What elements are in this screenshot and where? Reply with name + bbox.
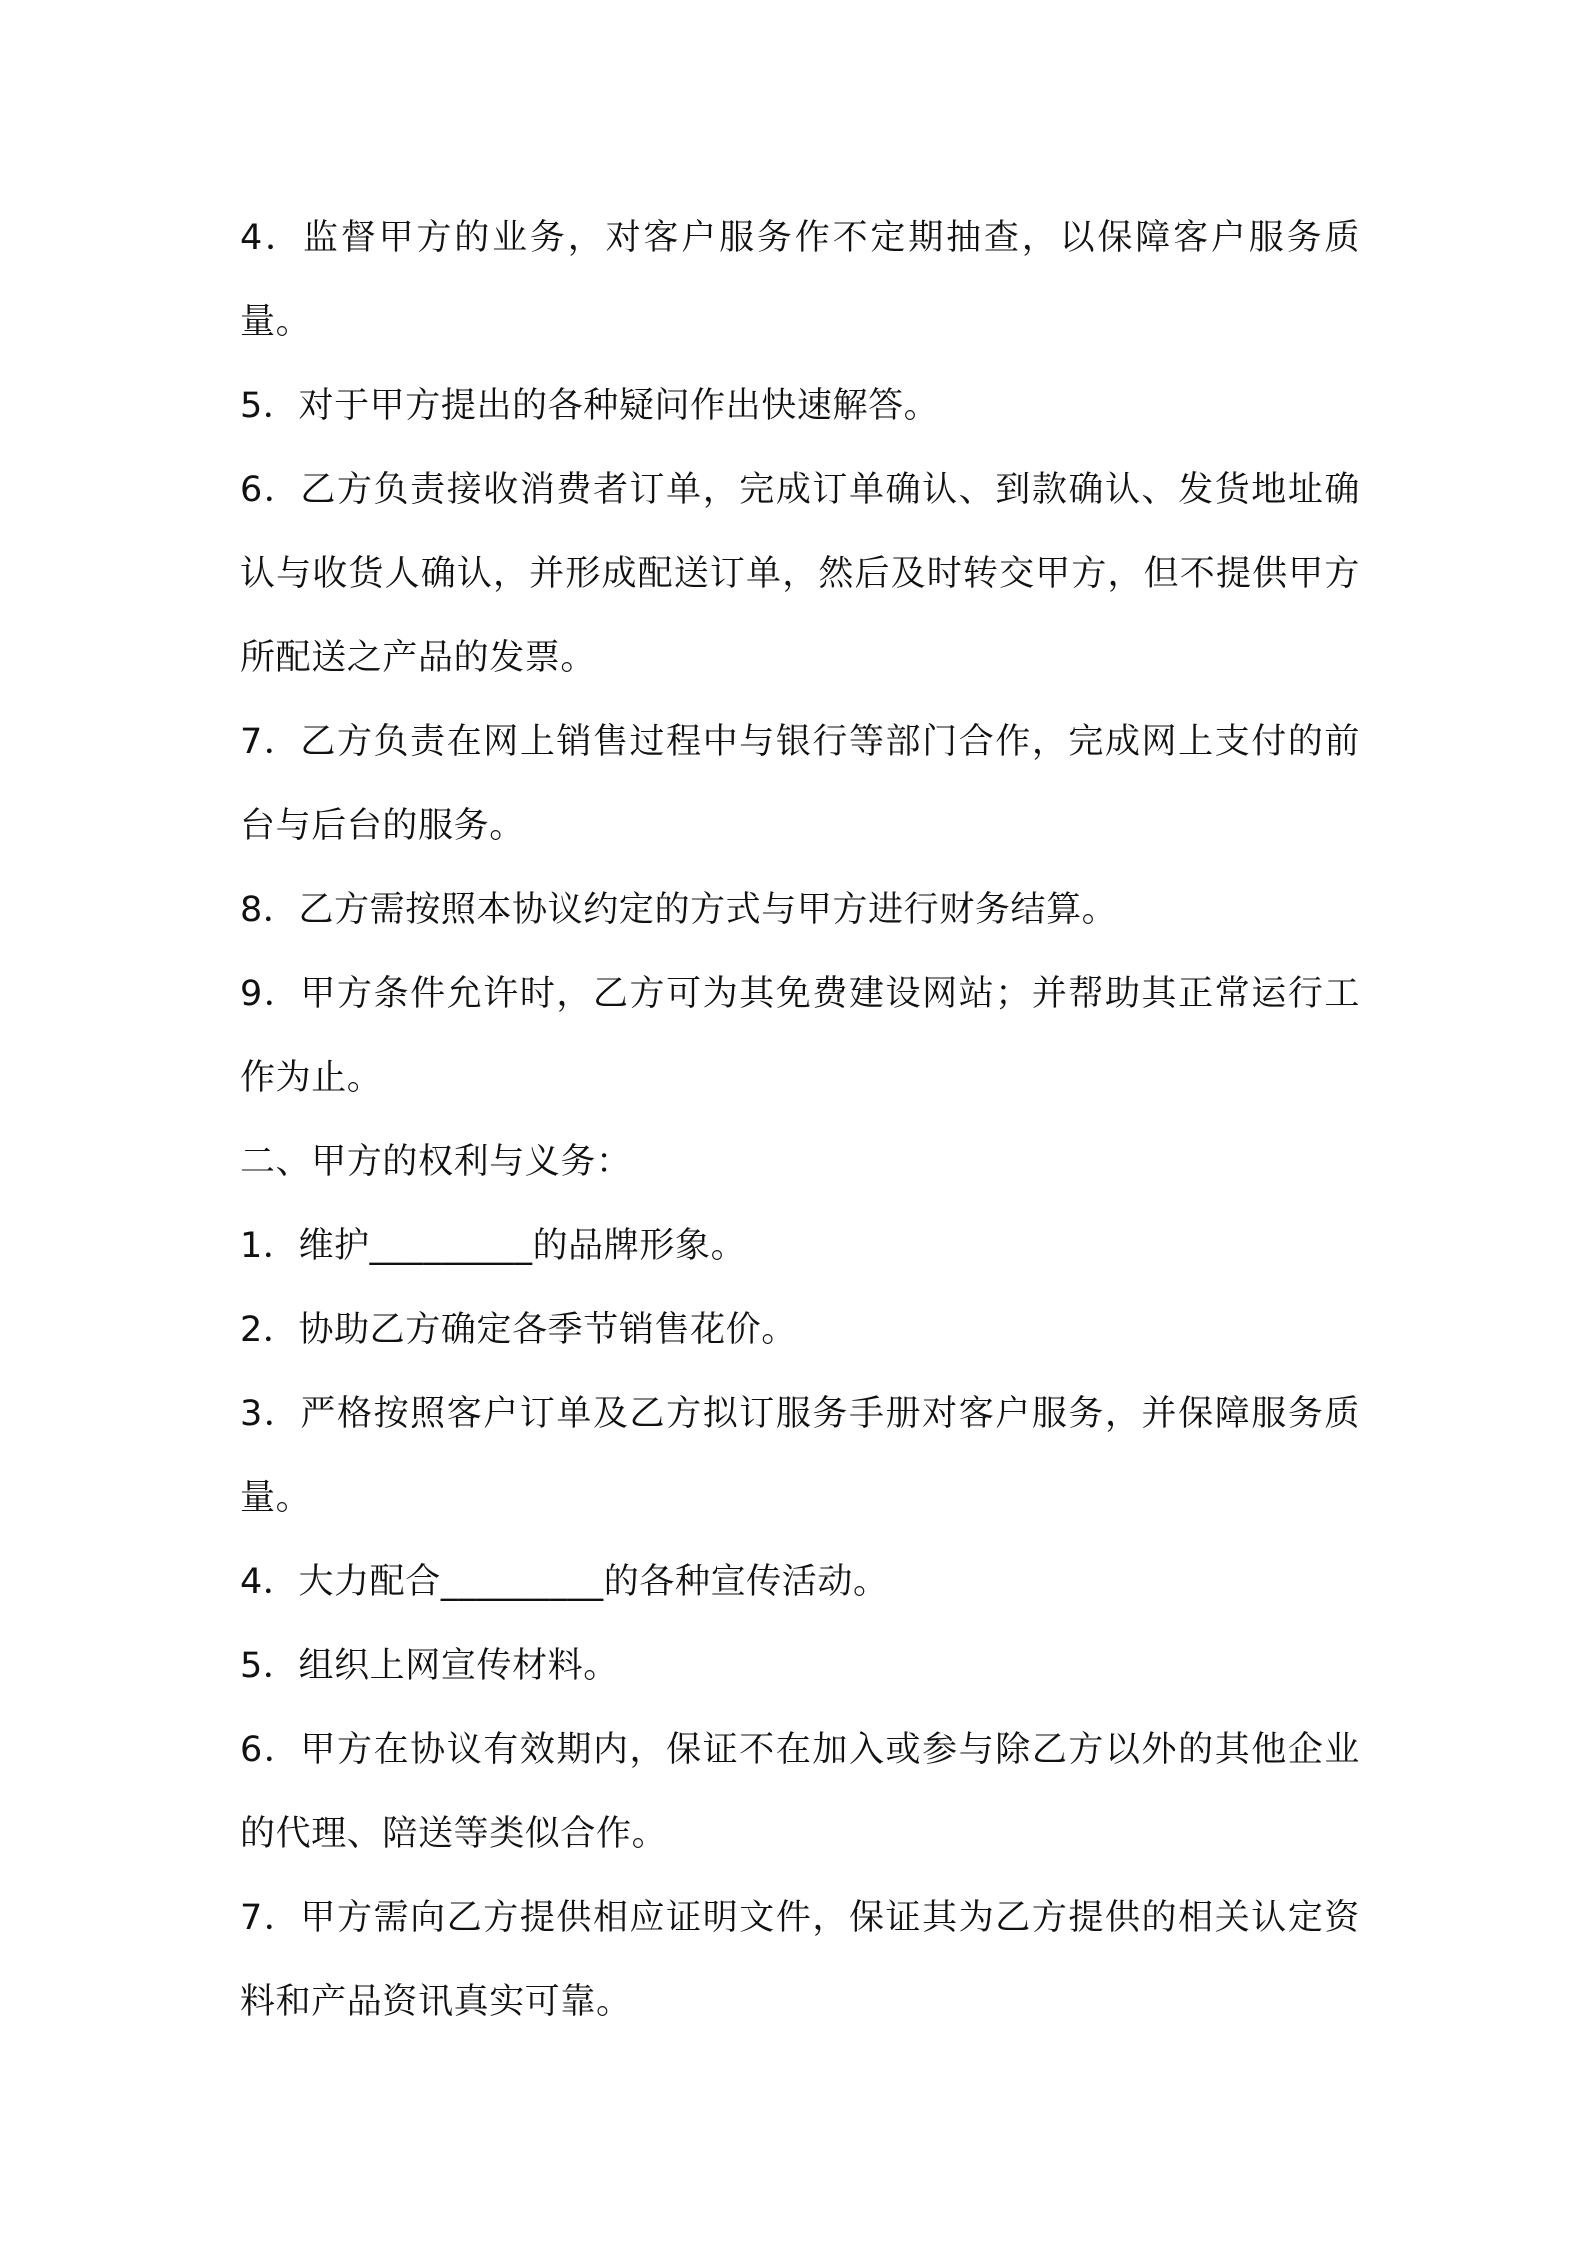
obligation-text: 甲方需向乙方提供相应证明文件，保证其为乙方提供的相关认定资料和产品资讯真实可靠。	[240, 1898, 1361, 2022]
clause-text: 监督甲方的业务，对客户服务作不定期抽查，以保障客户服务质量。	[240, 218, 1360, 342]
obligation-text: 组织上网宣传材料。	[298, 1646, 619, 1686]
obligation-number: 5．	[240, 1646, 299, 1686]
clause-number: 6．	[240, 470, 301, 510]
obligation-text: 严格按照客户订单及乙方拟订服务手册对客户服务，并保障服务质量。	[240, 1394, 1361, 1518]
clause-4	[240, 196, 1360, 364]
clause-number: 9．	[240, 974, 301, 1014]
obligation-text: 的品牌形象。	[532, 1226, 747, 1266]
section-heading: 二、甲方的权利与义务：	[240, 1142, 632, 1182]
obligation-number: 4．	[240, 1562, 299, 1602]
clause-number: 5．	[240, 386, 299, 426]
obligation-number: 2．	[240, 1310, 299, 1350]
clause-number: 7．	[240, 722, 301, 762]
obligation-6	[240, 1708, 1360, 1876]
obligation-text: 维护	[298, 1226, 370, 1266]
obligation-text: 大力配合	[298, 1562, 441, 1602]
obligation-text: 的各种宣传活动。	[603, 1562, 889, 1602]
clause-text: 对于甲方提出的各种疑问作出快速解答。	[298, 386, 940, 426]
obligation-text: 甲方在协议有效期内，保证不在加入或参与除乙方以外的其他企业的代理、陪送等类似合作。	[240, 1730, 1361, 1854]
document-body	[240, 196, 1360, 2044]
obligation-number: 7．	[240, 1898, 301, 1938]
clause-9	[240, 952, 1360, 1120]
clause-number: 8．	[240, 890, 299, 930]
clause-7	[240, 700, 1360, 868]
obligation-4	[240, 1540, 1360, 1624]
clause-5	[240, 364, 1360, 448]
clause-text: 乙方负责在网上销售过程中与银行等部门合作，完成网上支付的前台与后台的服务。	[240, 722, 1361, 846]
obligation-1	[240, 1204, 1360, 1288]
obligation-number: 3．	[240, 1394, 301, 1434]
obligation-text: 协助乙方确定各季节销售花价。	[298, 1310, 797, 1350]
clause-6	[240, 448, 1360, 700]
obligation-number: 6．	[240, 1730, 301, 1770]
obligation-3	[240, 1372, 1360, 1540]
clause-number: 4．	[240, 218, 303, 258]
obligation-2	[240, 1288, 1360, 1372]
clause-text: 甲方条件允许时，乙方可为其免费建设网站；并帮助其正常运行工作为止。	[240, 974, 1361, 1098]
obligation-5	[240, 1624, 1360, 1708]
clause-text: 乙方需按照本协议约定的方式与甲方进行财务结算。	[298, 890, 1118, 930]
obligation-7	[240, 1876, 1360, 2044]
obligation-number: 1．	[240, 1226, 299, 1266]
clause-text: 乙方负责接收消费者订单，完成订单确认、到款确认、发货地址确认与收货人确认，并形成配送订单，然后及时转交甲方，但不提供甲方所配送之产品的发票。	[240, 470, 1361, 678]
fill-in-blank: _________	[440, 1562, 604, 1602]
fill-in-blank: _________	[369, 1226, 533, 1266]
clause-8	[240, 868, 1360, 952]
